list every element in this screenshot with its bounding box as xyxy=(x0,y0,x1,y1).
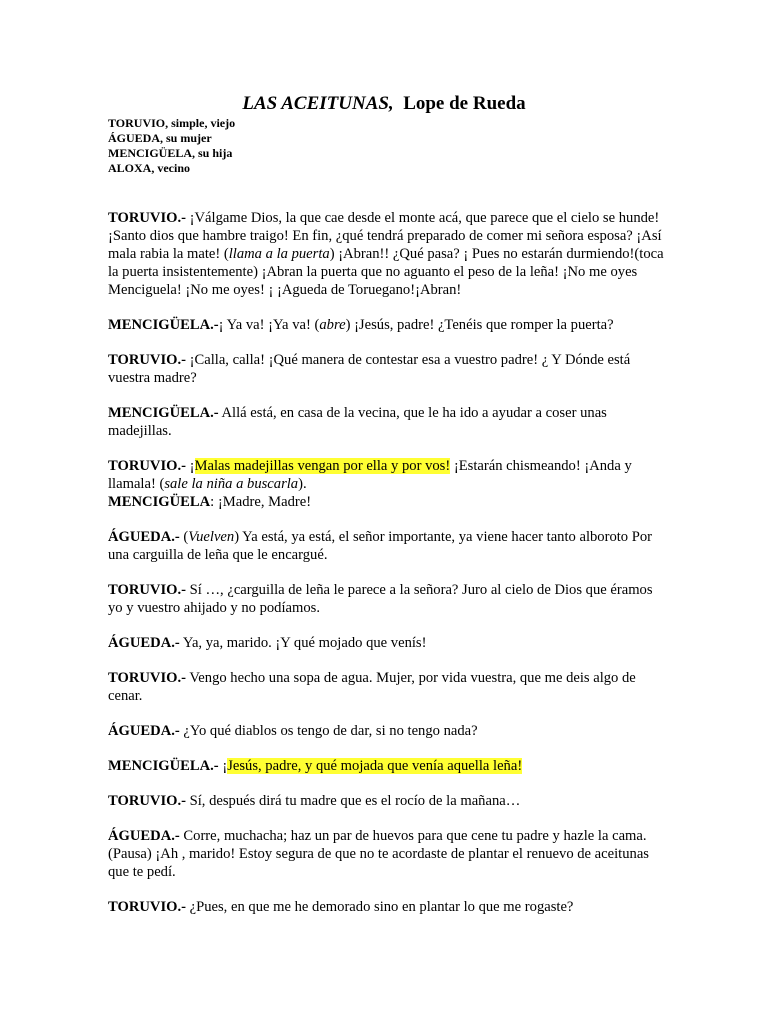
highlighted-text: Malas madejillas vengan por ella y por vos! xyxy=(194,458,451,474)
line-text: ) ¡Abran!! ¿Qué pasa? ¡ Pues no estarán durmiendo!(toca la puerta insistentemente) ¡Abran la puerta que no aguanto el peso de la leña! ¡No me oyes Menciguela! ¡No me oyes! ¡ ¡Agueda de Toruegano!¡Abran! xyxy=(108,246,664,298)
speaker-name: TORUVIO.- xyxy=(108,582,186,598)
dialogue-line xyxy=(108,669,668,705)
stage-direction: abre xyxy=(319,317,346,333)
dialogue-line xyxy=(108,581,668,617)
line-text: Sí, después dirá tu madre que es el rocío de la mañana… xyxy=(185,793,521,809)
speaker-name: MENCIGÜELA.- xyxy=(108,317,219,333)
line-text: : ¡Madre, Madre! xyxy=(210,494,312,510)
dialogue-line xyxy=(108,209,668,299)
line-text: Corre, muchacha; haz un par de huevos para que cene tu padre y hazle la cama. (Pausa) ¡Ah , marido! Estoy segura de que no te acordaste de plantar el renuevo de aceitunas que te pedí. xyxy=(108,828,649,880)
stage-direction: llama a la puerta xyxy=(228,246,330,262)
line-text: ¿Pues, en que me he demorado sino en plantar lo que me rogaste? xyxy=(185,899,574,915)
line-text: Vengo hecho una sopa de agua. Mujer, por vida vuestra, que me deis algo de cenar. xyxy=(108,670,636,704)
line-text: ¡Válgame Dios, la que cae desde el monte acá, que parece que el cielo se hunde! ¡Santo dios que hambre traigo! En fin, ¿qué tendrá preparado de comer mi señora esposa? ¡Así mala rabia la mate! ( xyxy=(108,210,662,262)
line-text: Ya, ya, marido. ¡Y qué mojado que venís! xyxy=(179,635,427,651)
cast-list xyxy=(108,116,235,176)
speaker-name: TORUVIO.- xyxy=(108,210,186,226)
highlighted-text: Jesús, padre, y qué mojada que venía aquella leña! xyxy=(227,758,523,774)
line-text: ( xyxy=(179,529,189,545)
play-title: LAS ACEITUNAS, xyxy=(242,93,394,114)
speaker-name: ÁGUEDA.- xyxy=(108,828,180,844)
speaker-name: TORUVIO.- xyxy=(108,793,186,809)
speaker-name: ÁGUEDA.- xyxy=(108,635,180,651)
speaker-name: MENCIGÜELA xyxy=(108,494,211,510)
line-text: Allá está, en casa de la vecina, que le ha ido a ayudar a coser unas madejillas. xyxy=(108,405,607,439)
line-text: ). xyxy=(298,476,307,492)
dialogue-line xyxy=(108,316,668,334)
dialogue-line xyxy=(108,634,668,652)
dialogue-body xyxy=(108,209,668,933)
dialogue-line xyxy=(108,792,668,810)
line-text: ) Ya está, ya está, el señor importante, ya viene hacer tanto alboroto Por una carguilla de leña que le encargué. xyxy=(108,529,653,563)
line-text: ¡ xyxy=(218,758,228,774)
line-text: ) ¡Jesús, padre! ¿Tenéis que romper la puerta? xyxy=(345,317,614,333)
author-name: Lope de Rueda xyxy=(403,93,526,114)
cast-item: ÁGUEDA, su mujer xyxy=(108,131,212,145)
dialogue-line xyxy=(108,827,668,881)
page-title xyxy=(0,92,768,116)
dialogue-line xyxy=(108,722,668,740)
cast-item: TORUVIO, simple, viejo xyxy=(108,116,236,130)
line-text: ¡Calla, calla! ¡Qué manera de contestar esa a vuestro padre! ¿ Y Dónde está vuestra madre? xyxy=(108,352,631,386)
speaker-name: ÁGUEDA.- xyxy=(108,723,180,739)
dialogue-line xyxy=(108,528,668,564)
stage-direction: sale la niña a buscarla xyxy=(164,476,299,492)
speaker-name: MENCIGÜELA.- xyxy=(108,405,219,421)
dialogue-line xyxy=(108,404,668,440)
cast-item: ALOXA, vecino xyxy=(108,161,190,175)
speaker-name: TORUVIO.- xyxy=(108,352,186,368)
dialogue-line xyxy=(108,898,668,916)
cast-item: MENCIGÜELA, su hija xyxy=(108,146,233,160)
stage-direction: Vuelven xyxy=(188,529,235,545)
speaker-name: TORUVIO.- xyxy=(108,899,186,915)
speaker-name: TORUVIO.- xyxy=(108,670,186,686)
line-text: ¡ xyxy=(185,458,195,474)
line-text: ¡Estarán chismeando! ¡Anda y llamala! ( xyxy=(108,458,632,492)
dialogue-line xyxy=(108,493,668,511)
speaker-name: TORUVIO.- xyxy=(108,458,186,474)
line-text: ¡ Ya va! ¡Ya va! ( xyxy=(218,317,320,333)
speaker-name: MENCIGÜELA.- xyxy=(108,758,219,774)
dialogue-line xyxy=(108,457,668,493)
line-text: Sí …, ¿carguilla de leña le parece a la señora? Juro al cielo de Dios que éramos yo y vuestro ahijado y no podíamos. xyxy=(108,582,653,616)
dialogue-line xyxy=(108,757,668,775)
dialogue-line xyxy=(108,351,668,387)
speaker-name: ÁGUEDA.- xyxy=(108,529,180,545)
line-text: ¿Yo qué diablos os tengo de dar, si no tengo nada? xyxy=(179,723,478,739)
